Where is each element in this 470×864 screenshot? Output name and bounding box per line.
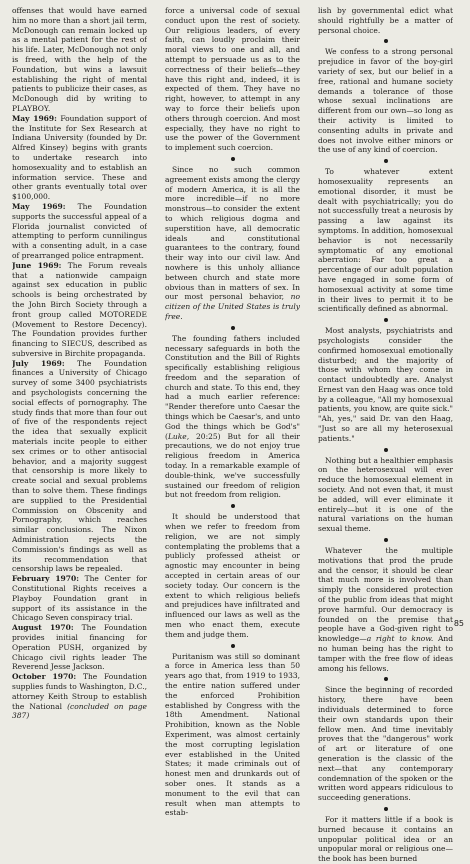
- paragraph: Since the beginning of recorded history, there have been individuals determined to force their own standards upon their fellow men. And time inevitably proves that the "dangerous" work of art or literature of one generation is the classic of the next—that any contemporary condemnation of the spoken or the written word appears ridiculous to succeeding generations.: [318, 685, 453, 803]
- timeline-entry: [12, 202, 147, 261]
- timeline-column: [12, 6, 147, 721]
- paragraph-text: The founding fathers included necessary safeguards in both the Constitution and the Bill of Rights specifically establishing religious freedom and the separation of church and state. To this end, they had a much earlier reference: "Render therefore unto Caesar the things which be Caesar's, and unto God the things which be God's" (: [165, 333, 300, 441]
- paragraph: [165, 165, 300, 322]
- timeline-entry: [12, 114, 147, 202]
- bullet-icon: [231, 326, 235, 330]
- separator-dot: [318, 676, 453, 682]
- bullet-icon: [384, 159, 388, 163]
- emphasis-text: a right to know.: [366, 634, 434, 644]
- timeline-entry: [12, 359, 147, 575]
- paragraph: [318, 546, 453, 673]
- paragraph: For it matters little if a book is burned because it contains an unpopular political idea or an unpopular moral or religious one—the book has been burned: [318, 814, 453, 864]
- bullet-icon: [384, 677, 388, 681]
- bullet-icon: [384, 538, 388, 542]
- separator-dot: [165, 156, 300, 162]
- timeline-intro: offenses that would have earned him no more than a short jail term, McDonough can remain locked up as a mental patient for the rest of his life. Later, McDonough not only is freed, with the help of the Foundation, but wins a lawsuit establishing the right of mental patients to publicize their cases, as McDonough did by writing to PLAYBOY.: [12, 6, 147, 113]
- bullet-icon: [384, 807, 388, 811]
- separator-dot: [318, 447, 453, 453]
- timeline-entry: [12, 672, 147, 721]
- entry-text: The Foundation finances a University of Chicago survey of some 3400 psychiatrists and psychologists concerning the social effects of pornography. The study finds that more than four out of five of the respondents reject the idea that sexually explicit materials incite people to either sex crimes or to other antisocial behavior, and a majority suggest that censorship is more likely to create social and sexual problems than to solve them. These findings are supplied to the Presidential Commission on Obscenity and Pornography, which reaches similar conclusions. The Nixon Administration rejects the Commission's findings as well as its recommendation that censorship laws be repealed.: [12, 358, 147, 574]
- separator-dot: [318, 38, 453, 44]
- bullet-icon: [384, 39, 388, 43]
- separator-dot: [165, 643, 300, 649]
- bullet-icon: [231, 644, 235, 648]
- separator-dot: [318, 537, 453, 543]
- continued-note: (concluded on page 387): [12, 701, 147, 721]
- bullet-icon: [231, 157, 235, 161]
- paragraph-text: 20:25) But for all their precautions, we do not enjoy true religious freedom in America today. In a remarkable example of double-think, we've successfully sustained our freedom of religion but not freedom from religion.: [165, 431, 300, 500]
- entry-date: October 1970:: [12, 672, 77, 682]
- entry-text: The Foundation supports the successful appeal of a Florida journalist convicted of attempting to perform cunnilingus with a consenting adult, in a case of prearranged police entrapment.: [12, 201, 147, 260]
- paragraph: To whatever extent homosexuality represents an emotional disorder, it must be dealt with psychiatrically; you do not successfully treat a neurosis by passing a law against its symptoms. In addition, homosexual behavior is not necessarily symptomatic of any emotional aberration: Far too great a percentage of our adult population have engaged in some form of homosexual activity at some time in their lives to permit it to be scientifically defined as abnormal.: [318, 167, 453, 314]
- entry-date: May 1969:: [12, 113, 57, 123]
- bullet-icon: [231, 504, 235, 508]
- timeline-entry: [12, 261, 147, 359]
- entry-text: The Foundation provides initial financing for Operation PUSH, organized by Chicago civil rights leader The Reverend Jesse Jackson.: [12, 623, 147, 672]
- entry-text: Foundation support of the Institute for Sex Research at Indiana University (founded by Dr. Alfred Kinsey) begins with grants to undertake research into homosexuality and to establish an information service. These and other grants eventually total over $100,000.: [12, 113, 147, 202]
- entry-date: May 1969:: [12, 201, 66, 211]
- separator-dot: [318, 317, 453, 323]
- paragraph: force a universal code of sexual conduct upon the rest of society. Our religious leaders, of every faith, can loudly proclaim their moral views to one and all, and attempt to persuade us as to the correctness of their beliefs—they have this right and, indeed, it is expected of them. They have no right, however, to attempt in any way to force their beliefs upon others through coercion. And most especially, they have no right to use the power of the Government to implement such coercion.: [165, 6, 300, 153]
- essay-column-middle: [165, 6, 300, 818]
- emphasis-text: no citizen of the United States is truly free.: [165, 292, 300, 321]
- entry-date: June 1969:: [12, 260, 62, 270]
- entry-text: The Foundation supplies funds to Washington, D.C., attorney Keith Stroup to establish the National: [12, 672, 147, 711]
- paragraph: Most analysts, psychiatrists and psychologists consider the confirmed homosexual emotionally disturbed; and the majority of those with whom they come in contact undoubtedly are. Analyst Ernest van den Haag was once told by a colleague, "All my homosexual patients, you know, are quite sick." "Ah, yes," said Dr. van den Haag, "Just so are all my heterosexual patients.": [318, 326, 453, 443]
- paragraph-text: Since no such common agreement exists among the clergy of modern America, it is all the more incredible—if no more monstrous—to consider the extent to which religious dogma and superstition have, all democratic ideals and constitutional guarantees to the contrary, found their way into our civil law. And nowhere is this unholy alliance between church and state more obvious than in matters of sex. In our most personal behavior,: [165, 164, 300, 302]
- paragraph: It should be understood that when we refer to freedom from religion, we are not simply contemplating the problems that a publicly professed atheist or agnostic may encounter in being accepted in certain areas of our society today. Our concern is the extent to which religious beliefs and prejudices have infiltrated and influenced our laws as well as the men who enact them, execute them and judge them.: [165, 512, 300, 639]
- entry-date: August 1970:: [12, 623, 74, 633]
- timeline-entry: [12, 623, 147, 672]
- timeline-entry: [12, 574, 147, 623]
- entry-text: The Center for Constitutional Rights receives a Playboy Foundation grant in support of its assistance in the Chicago Seven conspiracy trial.: [12, 574, 147, 623]
- paragraph: Nothing but a healthier emphasis on the heterosexual will ever reduce the homosexual element in society. And not even that, it must be added, will ever eliminate it entirely—but it is one of the natural variations on the human sexual theme.: [318, 455, 453, 534]
- entry-date: February 1970:: [12, 574, 79, 584]
- paragraph-text: Whatever the multiple motivations that prod the prude and the censor, it should be clear that much more is involved than simply the considered protection of the public from ideas that might prove harmful. Our democracy is founded on the premise that people have a God-given right to knowledge—: [318, 546, 453, 644]
- paragraph: We confess to a strong personal prejudice in favor of the boy-girl variety of sex, but our belief in a free, rational and humane society demands a tolerance of those whose sexual inclinations are different from our own—so long as their activity is limited to consenting adults in private and does not involve either minors or the use of any kind of coercion.: [318, 47, 453, 155]
- entry-date: July 1969:: [12, 358, 65, 368]
- bullet-icon: [384, 318, 388, 322]
- paragraph-text: And no human being has the right to tamper with the free flow of ideas among his fellows.: [318, 634, 453, 673]
- bullet-icon: [384, 448, 388, 452]
- separator-dot: [318, 806, 453, 812]
- citation-text: Luke,: [167, 431, 190, 441]
- entry-text: The Forum reveals that a nationwide campaign against sex education in public schools is being orchestrated by the John Birch Society through a front group called MOTOREDE (Movement to Restore Decency). The Foundation provides further financing to SIECUS, described as subversive in Birchite propaganda.: [12, 260, 147, 358]
- paragraph: Puritanism was still so dominant a force in America less than 50 years ago that, from 1919 to 1933, the entire nation suffered under the enforced Prohibition established by Congress with the 18th Amendment. National Prohibition, known as the Noble Experiment, was almost certainly the most corrupting legislation ever established in the United States; it made criminals out of honest men and drunkards out of sober ones. It stands as a monument to the evil that can result when man attempts to estab-: [165, 651, 300, 818]
- separator-dot: [318, 158, 453, 164]
- page-number: 85: [453, 619, 464, 628]
- essay-column-right: [318, 6, 453, 864]
- separator-dot: [165, 503, 300, 509]
- separator-dot: [165, 325, 300, 331]
- paragraph: lish by governmental edict what should rightfully be a matter of personal choice.: [318, 6, 453, 35]
- paragraph: [165, 334, 300, 501]
